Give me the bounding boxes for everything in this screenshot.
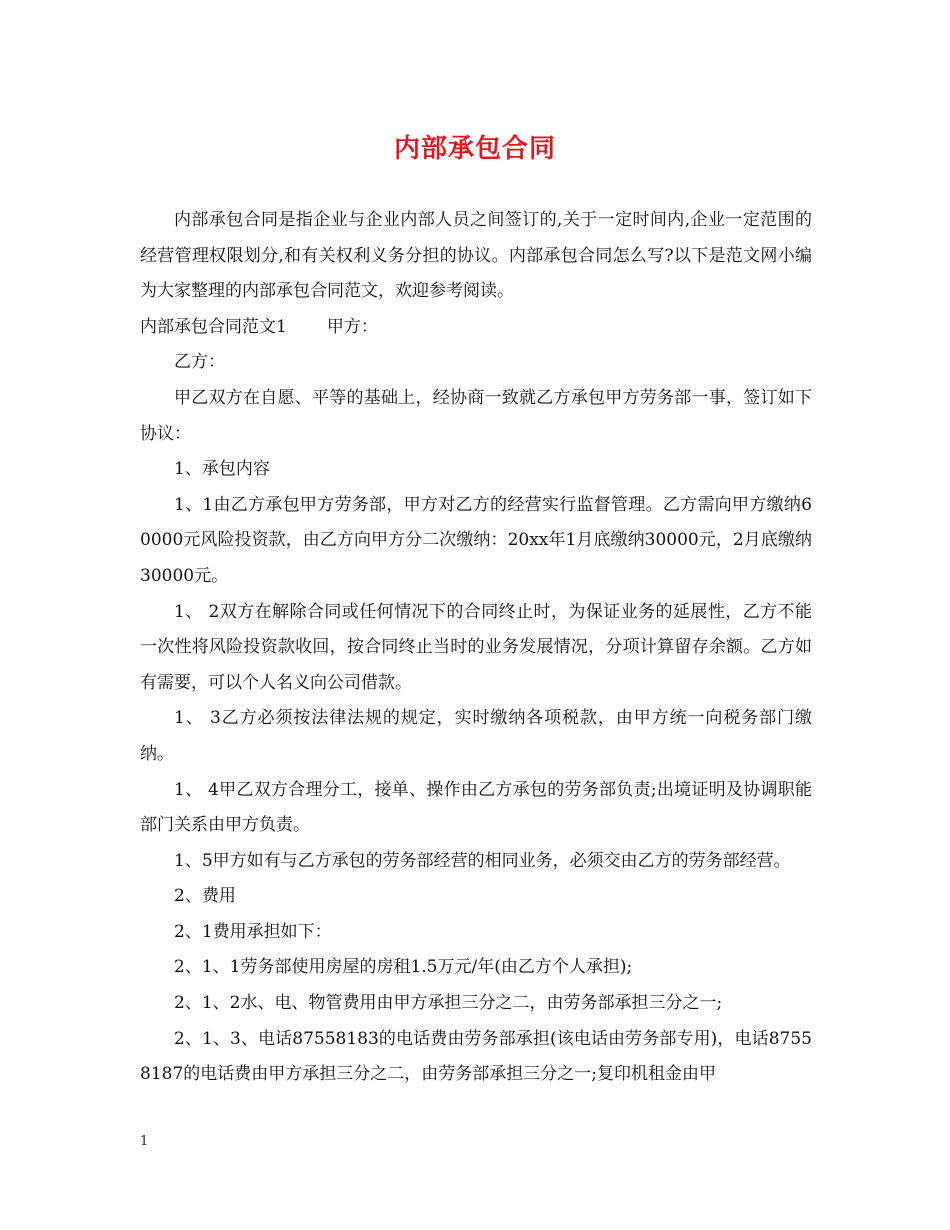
- intro-paragraph: 内部承包合同是指企业与企业内部人员之间签订的,关于一定时间内,企业一定范围的经营管理权限划分,和有关权利义务分担的协议。内部承包合同怎么写?以下是范文网小编为大家整理的内部承包合同范文，欢迎参考阅读。: [140, 210, 812, 302]
- clause-2-1-1: 2、1、1劳务部使用房屋的房租1.5万元/年(由乙方个人承担);: [174, 957, 633, 978]
- clause-1-3: 1、 3乙方必须按法律法规的规定，实时缴纳各项税款，由甲方统一向税务部门缴纳。: [140, 708, 812, 764]
- clause-2-1-3: 2、1、3、电话87558183的电话费由劳务部承担(该电话由劳务部专用)，电话87558187的电话费由甲方承担三分之二，由劳务部承担三分之一;复印机租金由甲: [140, 1028, 812, 1085]
- agreement-paragraph: 甲乙双方在自愿、平等的基础上，经协商一致就乙方承包甲方劳务部一事，签订如下协议：: [140, 387, 812, 444]
- section-heading-1: 1、承包内容: [174, 459, 270, 480]
- party-b-label: 乙方：: [174, 352, 225, 373]
- clause-1-4: 1、 4甲乙双方合理分工，接单、操作由乙方承包的劳务部负责;出境证明及协调职能部门关系由甲方负责。: [140, 779, 812, 836]
- party-a-label: 甲方：: [326, 316, 378, 337]
- section-heading-2: 2、费用: [174, 886, 236, 907]
- sample-heading-line: [140, 310, 812, 346]
- document-title: 内部承包合同: [393, 134, 556, 164]
- clause-2-1: 2、1费用承担如下：: [174, 921, 332, 942]
- page-number: 1: [140, 1134, 149, 1149]
- clause-1-5: 1、5甲方如有与乙方承包的劳务部经营的相同业务，必须交由乙方的劳务部经营。: [174, 850, 791, 871]
- document-body: [140, 203, 812, 1093]
- sample-label: 内部承包合同范文1: [140, 316, 287, 337]
- clause-1-1: 1、1由乙方承包甲方劳务部，甲方对乙方的经营实行监督管理。乙方需向甲方缴纳60000元风险投资款，由乙方向甲方分二次缴纳：20xx年1月底缴纳30000元，2月底缴纳30000元。: [140, 494, 812, 586]
- clause-2-1-2: 2、1、2水、电、物管费用由甲方承担三分之二，由劳务部承担三分之一;: [174, 993, 723, 1014]
- clause-1-2: 1、 2双方在解除合同或任何情况下的合同终止时，为保证业务的延展性，乙方不能一次性将风险投资款收回，按合同终止当时的业务发展情况，分项计算留存余额。乙方如有需要，可以个人名义向公司借款。: [140, 601, 812, 693]
